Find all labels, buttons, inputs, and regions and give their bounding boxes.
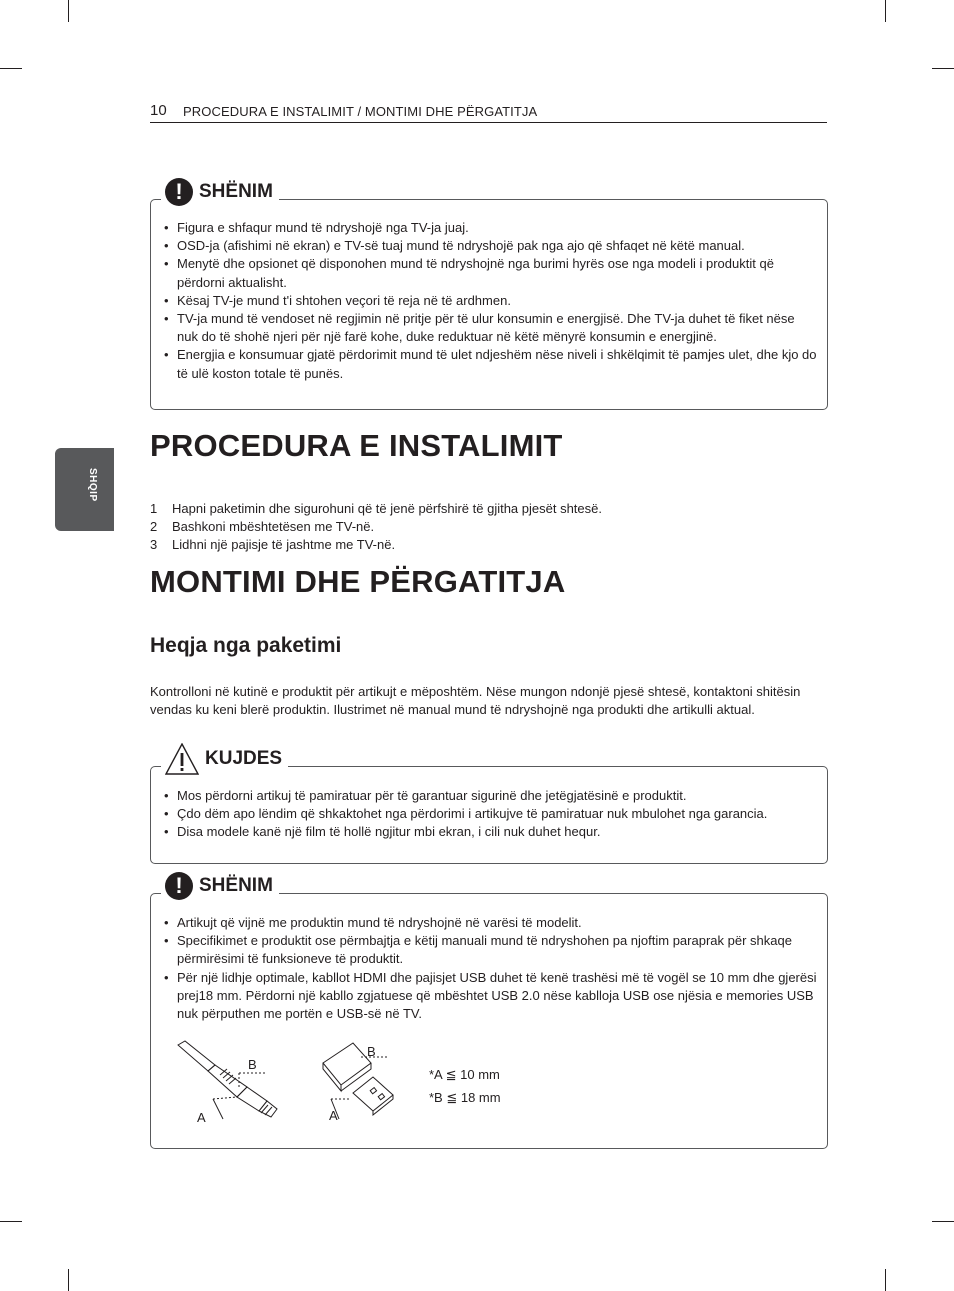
header-title: PROCEDURA E INSTALIMIT / MONTIMI DHE PËRGATITJA xyxy=(183,104,538,119)
page-number: 10 xyxy=(150,102,167,119)
note-title xyxy=(161,872,279,900)
exclamation-icon: ! xyxy=(165,178,193,206)
crop-mark xyxy=(0,1221,22,1222)
usb-drive-illustration xyxy=(311,1039,411,1123)
crop-mark xyxy=(68,0,69,22)
steps-list xyxy=(150,500,602,555)
note-box xyxy=(150,179,828,410)
list-item: • Artikujt që vijnë me produktin mund të ndryshojnë në varësi të modelit. xyxy=(164,914,817,932)
dimension-b: *B ≦ 18 mm xyxy=(429,1090,501,1105)
crop-mark xyxy=(0,68,22,69)
caution-list xyxy=(164,787,817,842)
note-list xyxy=(164,914,817,1023)
list-item: • OSD-ja (afishimi në ekran) e TV-së tuaj mund të ndryshojë pak nga ajo që shfaqet në këtë manual. xyxy=(164,237,817,255)
hdmi-label-b: B xyxy=(248,1057,257,1072)
crop-mark xyxy=(885,0,886,22)
body-paragraph: Kontrolloni në kutinë e produktit për artikujt e mëposhtëm. Nëse mungon ndonjë pjesë shtesë, kontaktoni shitësin vendas ku keni blerë produktin. Ilustrimet në manual mund të ndryshojnë nga produkti dhe artikulli aktual. xyxy=(150,684,801,718)
list-item: • Disa modele kanë një film të hollë ngjitur mbi ekran, i cili nuk duhet hequr. xyxy=(164,823,817,841)
list-item: • Figura e shfaqur mund të ndryshojë nga TV-ja juaj. xyxy=(164,219,817,237)
step-item: 3 Lidhni një pajisje të jashtme me TV-në. xyxy=(150,537,396,553)
exclamation-icon: ! xyxy=(165,872,193,900)
crop-mark xyxy=(932,68,954,69)
list-item: • TV-ja mund të vendoset në regjimin në pritje për të ulur konsumin e energjisë. Dhe TV-ja duhet të fiket nëse nuk do të shohë njeri për një farë kohe, duke reduktuar në këtë mënyrë konsumin e energjinë. xyxy=(164,310,817,346)
caution-title xyxy=(161,743,288,775)
page-header xyxy=(150,102,827,123)
hdmi-cable-illustration xyxy=(175,1039,291,1123)
crop-mark xyxy=(68,1269,69,1291)
note-list xyxy=(164,219,817,383)
list-item: • Menytë dhe opsionet që disponohen mund të ndryshojnë nga burimi hyrës ose nga modeli i produktit që përdorni aktualisht. xyxy=(164,255,817,291)
step-item: 1 Hapni paketimin dhe sigurohuni që të jenë përfshirë të gjitha pjesët shtesë. xyxy=(150,501,602,516)
language-side-tab xyxy=(55,448,114,531)
caution-box xyxy=(150,748,828,864)
language-label: SHQIP xyxy=(87,468,98,502)
list-item: • Çdo dëm apo lëndim që shkaktohet nga përdorimi i artikujve të pamiratuar nuk mbulohet nga garancia. xyxy=(164,805,817,823)
subsection-title: Heqja nga paketimi xyxy=(150,634,342,657)
crop-mark xyxy=(885,1269,886,1291)
usb-label-a: A xyxy=(329,1108,338,1123)
note-title xyxy=(161,178,279,206)
hdmi-label-a: A xyxy=(197,1110,206,1123)
crop-mark xyxy=(932,1221,954,1222)
warning-triangle-icon xyxy=(165,743,199,775)
list-item: • Për një lidhje optimale, kabllot HDMI dhe pajisjet USB duhet të kenë trashësi më të vogël se 10 mm dhe gjerësi prej18 mm. Përdorni një kabllo zgjatuese që mbështet USB 2.0 nëse kablloja USB ose njësia e memories USB nuk përputhen me portën e USB-së në TV. xyxy=(164,969,817,1024)
list-item: • Kësaj TV-je mund t'i shtohen veçori të reja në të ardhmen. xyxy=(164,292,817,310)
dimension-a: *A ≦ 10 mm xyxy=(429,1067,500,1082)
list-item: • Specifikimet e produktit ose përmbajtja e këtij manuali mund të ndryshohen pa njoftim paraprak për shkaqe përmirësimi të funksioneve të produktit. xyxy=(164,932,817,968)
step-item: 2 Bashkoni mbështetësen me TV-në. xyxy=(150,519,375,535)
caution-label: KUJDES xyxy=(205,748,283,769)
note-label: SHËNIM xyxy=(199,875,273,896)
list-item: • Mos përdorni artikuj të pamiratuar për të garantuar sigurinë dhe jetëgjatësinë e produktit. xyxy=(164,787,817,805)
section-title: PROCEDURA E INSTALIMIT xyxy=(150,428,563,463)
list-item: • Energjia e konsumuar gjatë përdorimit mund të ulet ndjeshëm nëse niveli i shkëlqimit të pamjes ulet, dhe kjo do të ulë koston totale të punës. xyxy=(164,346,817,382)
usb-label-b: B xyxy=(367,1044,376,1059)
note-box xyxy=(150,873,828,1149)
section-title: MONTIMI DHE PËRGATITJA xyxy=(150,564,566,599)
note-label: SHËNIM xyxy=(199,181,273,202)
